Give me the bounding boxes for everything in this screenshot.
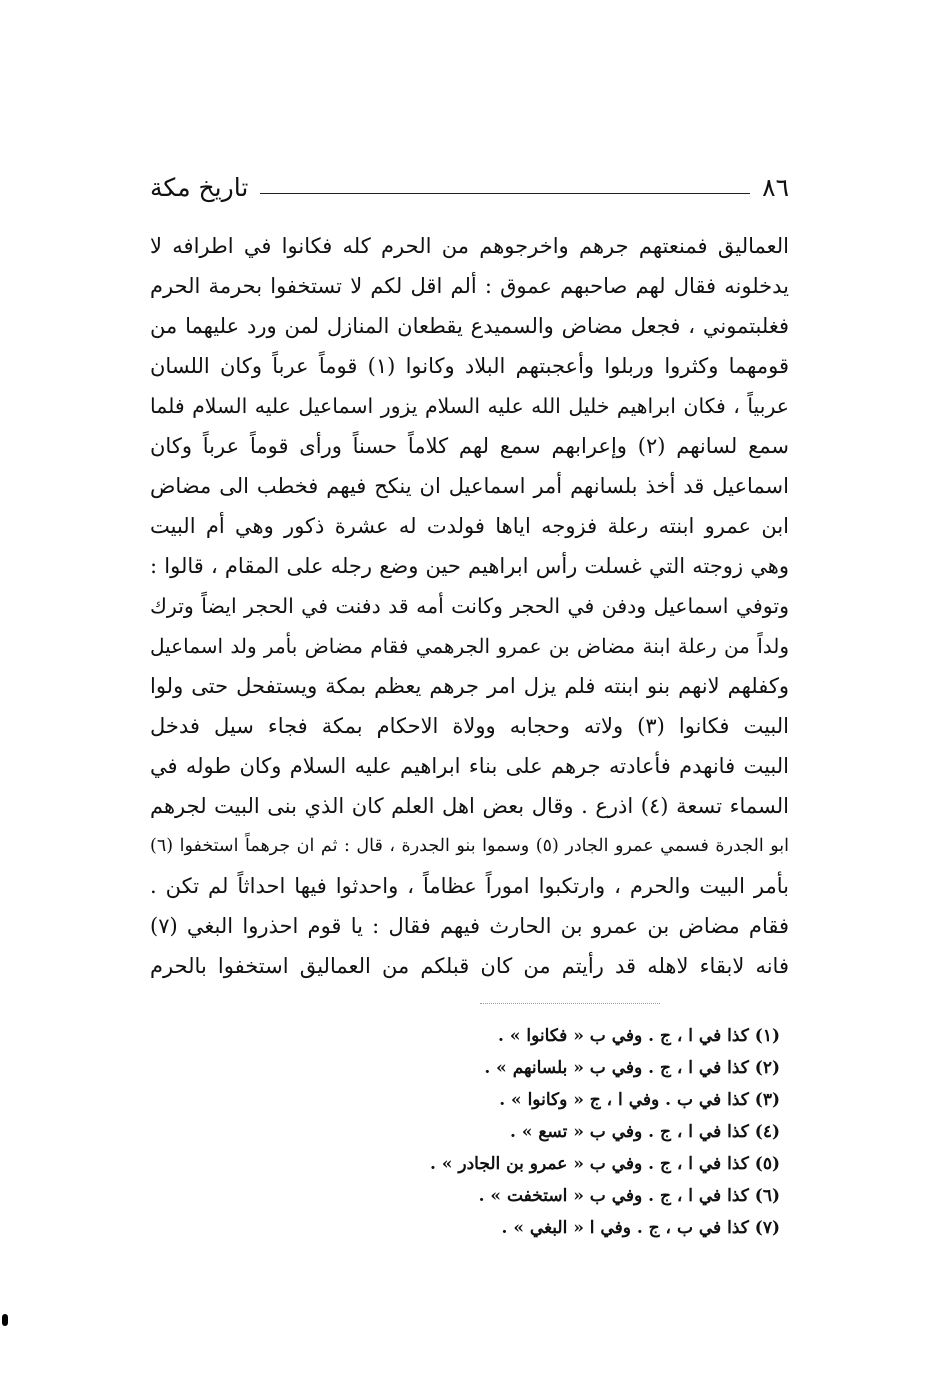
text-line: ولداً من رعلة ابنة مضاض بن عمرو الجرهمي فقام مضاض بأمر ولد اسماعيل: [150, 634, 789, 658]
footnote: (٤) كذا في ا ، ج . وفي ب « تسع » .: [509, 1122, 780, 1142]
footnote-separator: [480, 1003, 660, 1004]
header-rule: [260, 193, 750, 194]
footnote: (١) كذا في ا ، ج . وفي ب « فكانوا » .: [498, 1026, 780, 1046]
text-line: فغلبتموني ، فجعل مضاض والسميدع يقطعان المنازل لمن ورد عليهما من: [150, 314, 789, 338]
footnote: (٥) كذا في ا ، ج . وفي ب « عمرو بن الجادر » .: [430, 1154, 780, 1174]
page-number: ٨٦: [762, 172, 789, 202]
running-title: تاريخ مكة: [150, 172, 249, 202]
text-line: البيت فانهدم فأعادته جرهم على بناء ابراهيم عليه السلام وكان طوله في: [150, 754, 789, 778]
text-line: وتوفي اسماعيل ودفن في الحجر وكانت أمه قد دفنت في الحجر ايضاً وترك: [150, 594, 789, 618]
text-line: سمع لسانهم (٢) وإعرابهم سمع لهم كلاماً حسناً ورأى قوماً عرباً وكان: [150, 434, 789, 458]
text-line: قومهما وكثروا وربلوا وأعجبتهم البلاد وكانوا (١) قوماً عرباً وكان اللسان: [150, 354, 789, 378]
footnote: (٦) كذا في ا ، ج . وفي ب « استخفت » .: [478, 1186, 780, 1206]
footnote: (٢) كذا في ا ، ج . وفي ب « بلسانهم » .: [484, 1058, 780, 1078]
text-line: وهي زوجته التي غسلت رأس ابراهيم حين وضع رجله على المقام ، قالوا :: [150, 554, 789, 578]
footnote: (٧) كذا في ب ، ج . وفي ا « البغي » .: [501, 1218, 780, 1238]
text-line: عربياً ، فكان ابراهيم خليل الله عليه السلام يزور اسماعيل عليه السلام فلما: [150, 394, 789, 418]
text-line: ابو الجدرة فسمي عمرو الجادر (٥) وسموا بنو الجدرة ، قال : ثم ان جرهماً استخفوا (٦): [150, 836, 789, 856]
scan-margin-mark: [2, 1314, 8, 1326]
text-line: وكفلهم لانهم بنو ابنته فلم يزل امر جرهم يعظم بمكة ويستفحل حتى ولوا: [150, 674, 789, 698]
text-line: السماء تسعة (٤) اذرع . وقال بعض اهل العلم كان الذي بنى البيت لجرهم: [150, 794, 789, 818]
text-line: فقام مضاض بن عمرو بن الحارث فيهم فقال : يا قوم احذروا البغي (٧): [150, 914, 789, 938]
text-line: ابن عمرو ابنته رعلة فزوجه اياها فولدت له عشرة ذكور وهي أم البيت: [150, 514, 789, 538]
text-line: البيت فكانوا (٣) ولاته وحجابه وولاة الاحكام بمكة فجاء سيل فدخل: [150, 714, 789, 738]
text-line: العماليق فمنعتهم جرهم واخرجوهم من الحرم كله فكانوا في اطرافه لا: [150, 234, 789, 258]
page-header: [150, 170, 789, 204]
footnote: (٣) كذا في ب . وفي ا ، ج « وكانوا » .: [499, 1090, 780, 1110]
text-line: يدخلونه فقال لهم صاحبهم عموق : ألم اقل لكم لا تستخفوا بحرمة الحرم: [150, 274, 789, 298]
text-line: فانه لابقاء لاهله قد رأيتم من كان قبلكم من العماليق استخفوا بالحرم: [150, 954, 789, 978]
text-line: بأمر البيت والحرم ، وارتكبوا اموراً عظاماً ، واحدثوا فيها احداثاً لم تكن .: [150, 874, 789, 898]
text-line: اسماعيل قد أخذ بلسانهم أمر اسماعيل ان ينكح فيهم فخطب الى مضاض: [150, 474, 789, 498]
body-text: [150, 226, 789, 986]
footnotes: [330, 1020, 780, 1244]
